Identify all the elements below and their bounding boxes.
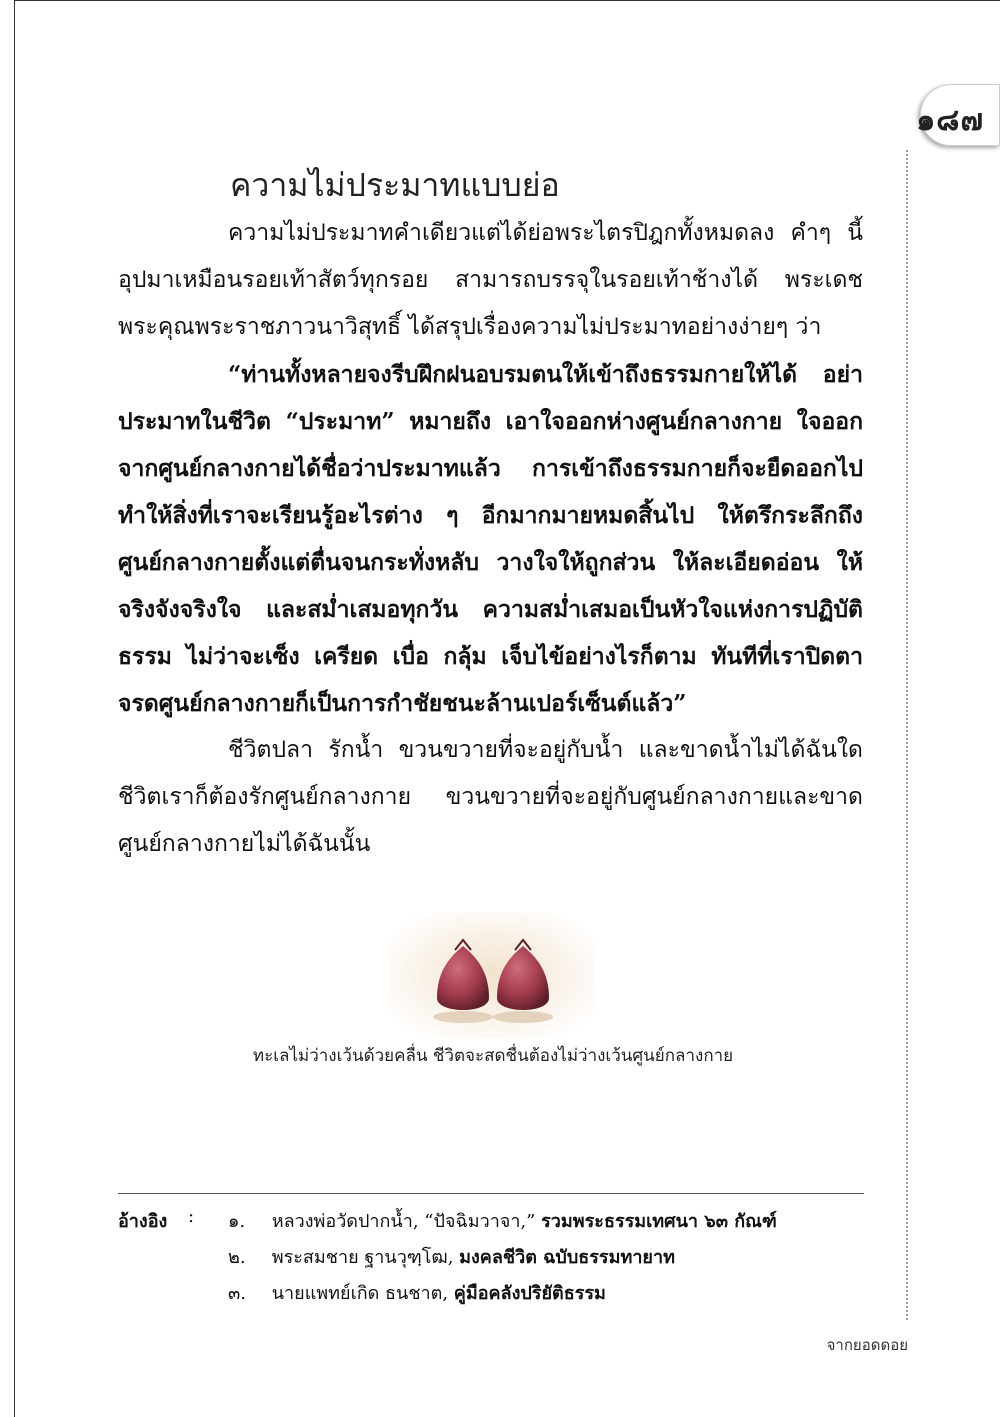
reference-title: รวมพระธรรมเทศนา ๖๓ กัณฑ์ xyxy=(541,1211,777,1232)
reference-title: มงคลชีวิต ฉบับธรรมทายาท xyxy=(459,1247,675,1268)
quotation-paragraph: “ท่านทั้งหลายจงรีบฝึกฝนอบรมตนให้เข้าถึงธรรมกายให้ได้ อย่าประมาทในชีวิต “ประมาท” หมายถึง เอาใจออกห่างศูนย์กลางกาย ใจออกจากศูนย์กลางกายได้ชื่อว่าประมาทแล้ว การเข้าถึงธรรมกายก็จะยืดออกไป ทำให้สิ่งที่เราจะเรียนรู้อะไรต่าง ๆ อีกมากมายหมดสิ้นไป ให้ตรึกระลึกถึงศูนย์กลางกายตั้งแต่ตื่นจนกระทั่งหลับ วางใจให้ถูกส่วน ให้ละเอียดอ่อน ให้จริงจังจริงใจ และสม่ำเสมอทุกวัน ความสม่ำเสมอเป็นหัวใจแห่งการปฏิบัติธรรม ไม่ว่าจะเซ็ง เครียด เบื่อ กลุ้ม เจ็บไข้อย่างไรก็ตาม ทันทีที่เราปิดตาจรดศูนย์กลางกายก็เป็นการกำชัยชนะล้านเปอร์เซ็นต์แล้ว” xyxy=(118,361,863,717)
figure-caption: ทะเลไม่ว่างเว้นด้วยคลื่น ชีวิตจะสดชื่นต้องไม่ว่างเว้นศูนย์กลางกาย xyxy=(252,1046,734,1066)
page-number: ๑๘๗ xyxy=(916,103,984,138)
references-colon: : xyxy=(188,1206,195,1227)
reference-item xyxy=(228,1242,675,1271)
references-label: อ้างอิง xyxy=(118,1211,168,1232)
reference-number: ๓. xyxy=(228,1283,247,1304)
reference-title: คู่มือคลังปริยัติธรรม xyxy=(453,1283,606,1304)
references-divider xyxy=(118,1193,864,1194)
main-content xyxy=(118,160,863,868)
reference-author: พระสมชาย ฐานวุฑฺโฒ, xyxy=(271,1247,454,1268)
intro-paragraph: ความไม่ประมาทคำเดียวแต่ได้ย่อพระไตรปิฎกทั้งหมดลง คำๆ นี้อุปมาเหมือนรอยเท้าสัตว์ทุกรอย สามารถบรรจุในรอยเท้าช้างได้ พระเดชพระคุณพระราชภาวนาวิสุทธิ์ ได้สรุปเรื่องความไม่ประมาทอย่างง่ายๆ ว่า xyxy=(118,220,863,340)
closing-paragraph: ชีวิตปลา รักน้ำ ขวนขวายที่จะอยู่กับน้ำ และขาดน้ำไม่ได้ฉันใด ชีวิตเราก็ต้องรักศูนย์กลางกาย ขวนขวายที่จะอยู่กับศูนย์กลางกายและขาดศูนย์กลางกายไม่ได้ฉันนั้น xyxy=(118,737,863,857)
reference-number: ๑. xyxy=(228,1211,246,1232)
reference-author: หลวงพ่อวัดปากน้ำ, “ปัจฉิมวาจา,” xyxy=(271,1211,536,1232)
reference-author: นายแพทย์เกิด ธนชาต, xyxy=(271,1283,449,1304)
section-heading: ความไม่ประมาทแบบย่อ xyxy=(230,166,560,204)
dotted-margin-rule xyxy=(906,150,908,1320)
reference-item xyxy=(228,1278,606,1307)
reference-number: ๒. xyxy=(228,1247,246,1268)
reference-item xyxy=(228,1206,777,1235)
footer-label: จากยอดดอย xyxy=(826,1336,908,1354)
fruit-illustration xyxy=(389,912,595,1038)
fruit-image xyxy=(389,912,595,1038)
